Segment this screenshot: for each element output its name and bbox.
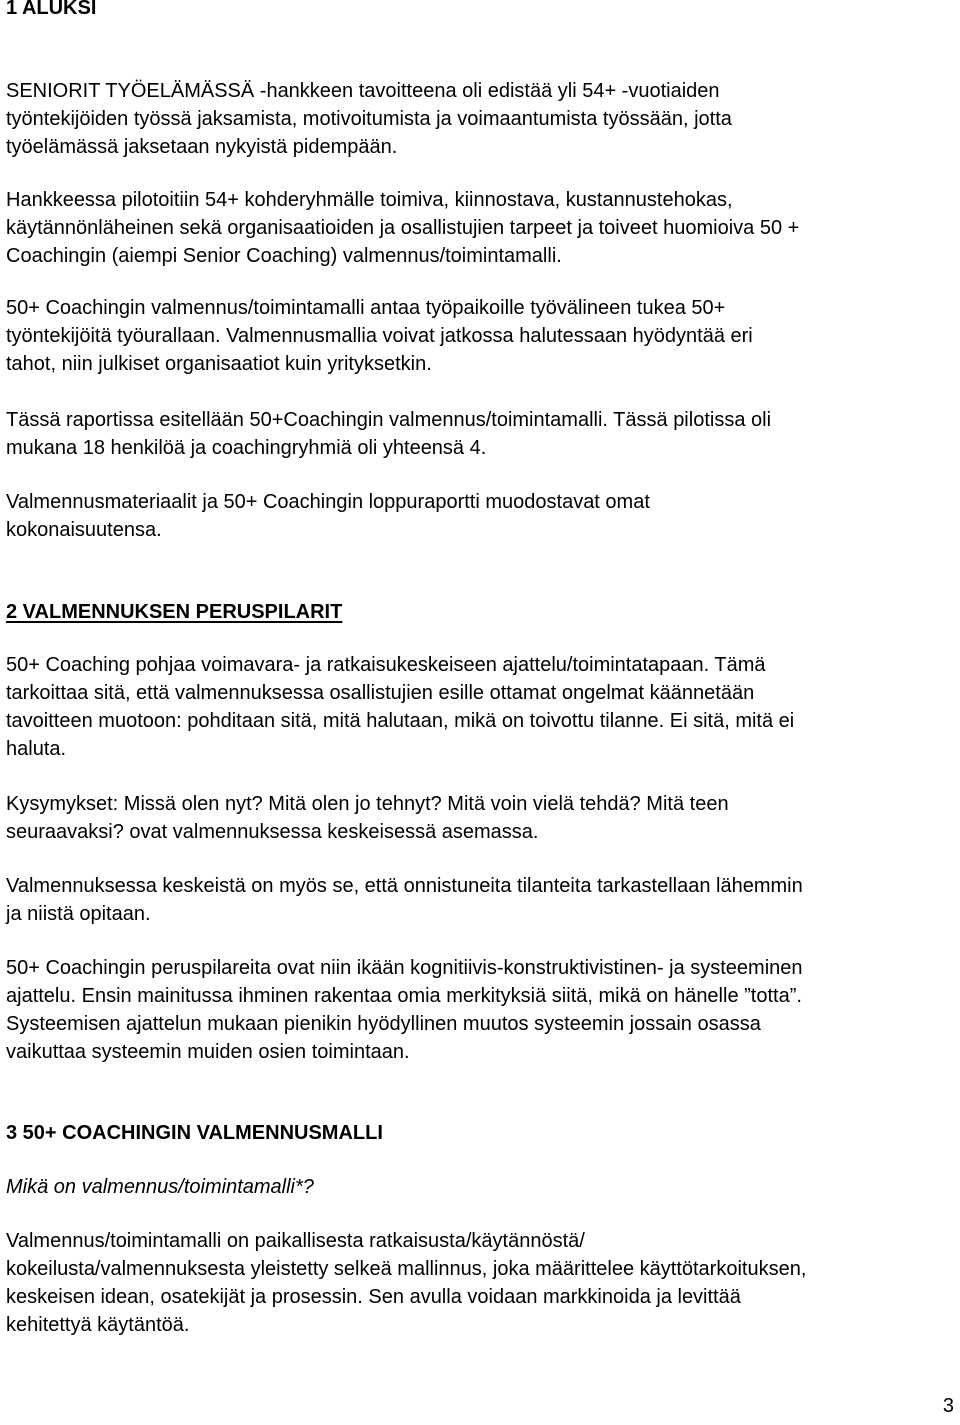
section-1-paragraph-4	[6, 406, 960, 462]
text-line: kehitettyä käytäntöä.	[6, 1314, 190, 1336]
text-line: Systeemisen ajattelun mukaan pienikin hyödyllinen muutos systeemin jossain osassa	[6, 1013, 761, 1035]
section-1-paragraph-1	[6, 77, 960, 161]
text-line: tarkoittaa sitä, että valmennuksessa osallistujien esille ottamat ongelmat käännetään	[6, 682, 755, 704]
text-line: Hankkeessa pilotoitiin 54+ kohderyhmälle toimiva, kiinnostava, kustannustehokas,	[6, 189, 733, 211]
text-line: ja niistä opitaan.	[6, 903, 151, 925]
text-line: Coachingin (aiempi Senior Coaching) valmennus/toimintamalli.	[6, 245, 562, 267]
text-line: työelämässä jaksetaan nykyistä pidempään.	[6, 136, 398, 158]
section-2-paragraph-2	[6, 790, 960, 846]
text-line: mukana 18 henkilöä ja coachingryhmiä oli yhteensä 4.	[6, 437, 487, 459]
section-1-heading: 1 ALUKSI	[6, 0, 97, 19]
text-line: Mikä on valmennus/toimintamalli*?	[6, 1176, 314, 1198]
section-1-paragraph-3	[6, 294, 960, 378]
section-1-paragraph-2	[6, 186, 960, 270]
section-2-paragraph-4	[6, 954, 960, 1066]
text-line: Tässä raportissa esitellään 50+Coachingin valmennus/toimintamalli. Tässä pilotissa oli	[6, 409, 772, 431]
text-line: 50+ Coachingin valmennus/toimintamalli antaa työpaikoille työvälineen tukea 50+	[6, 297, 726, 319]
text-line: tavoitteen muotoon: pohditaan sitä, mitä halutaan, mikä on toivottu tilanne. Ei sitä, mitä ei	[6, 710, 795, 732]
text-line: Valmennus/toimintamalli on paikallisesta ratkaisusta/käytännöstä/	[6, 1230, 585, 1252]
page-number: 3	[942, 1395, 954, 1417]
text-line: tahot, niin julkiset organisaatiot kuin yrityksetkin.	[6, 353, 432, 375]
text-line: 50+ Coachingin peruspilareita ovat niin ikään kognitiivis-konstruktivistinen- ja systeeminen	[6, 957, 803, 979]
section-3-heading: 3 50+ COACHINGIN VALMENNUSMALLI	[6, 1122, 383, 1144]
section-3-paragraph-1	[6, 1227, 960, 1339]
section-1-paragraph-5	[6, 488, 960, 544]
section-2-heading: 2 VALMENNUKSEN PERUSPILARIT	[6, 601, 343, 623]
section-3-subheading	[6, 1173, 960, 1201]
text-line: vaikuttaa systeemin muiden osien toimintaan.	[6, 1041, 410, 1063]
text-line: kokeilusta/valmennuksesta yleistetty selkeä mallinnus, joka määrittelee käyttötarkoituksen,	[6, 1258, 807, 1280]
text-line: Kysymykset: Missä olen nyt? Mitä olen jo tehnyt? Mitä voin vielä tehdä? Mitä teen	[6, 793, 729, 815]
text-line: keskeisen idean, osatekijät ja prosessin. Sen avulla voidaan markkinoida ja levittää	[6, 1286, 741, 1308]
text-line: työntekijöitä työurallaan. Valmennusmallia voivat jatkossa halutessaan hyödyntää eri	[6, 325, 753, 347]
text-line: ajattelu. Ensin mainitussa ihminen rakentaa omia merkityksiä siitä, mikä on hänelle ”totta”.	[6, 985, 802, 1007]
text-line: SENIORIT TYÖELÄMÄSSÄ -hankkeen tavoitteena oli edistää yli 54+ -vuotiaiden	[6, 80, 720, 102]
text-line: haluta.	[6, 738, 67, 760]
text-line: kokonaisuutensa.	[6, 519, 162, 541]
text-line: työntekijöiden työssä jaksamista, motivoitumista ja voimaantumista työssään, jotta	[6, 108, 732, 130]
text-line: 50+ Coaching pohjaa voimavara- ja ratkaisukeskeiseen ajattelu/toimintatapaan. Tämä	[6, 654, 766, 676]
text-line: seuraavaksi? ovat valmennuksessa keskeisessä asemassa.	[6, 821, 539, 843]
text-line: käytännönläheinen sekä organisaatioiden ja osallistujien tarpeet ja toiveet huomioiva 50 +	[6, 217, 800, 239]
section-2-paragraph-1	[6, 651, 960, 763]
text-line: Valmennusmateriaalit ja 50+ Coachingin loppuraportti muodostavat omat	[6, 491, 650, 513]
section-2-paragraph-3	[6, 872, 960, 928]
text-line: Valmennuksessa keskeistä on myös se, että onnistuneita tilanteita tarkastellaan lähemmin	[6, 875, 803, 897]
